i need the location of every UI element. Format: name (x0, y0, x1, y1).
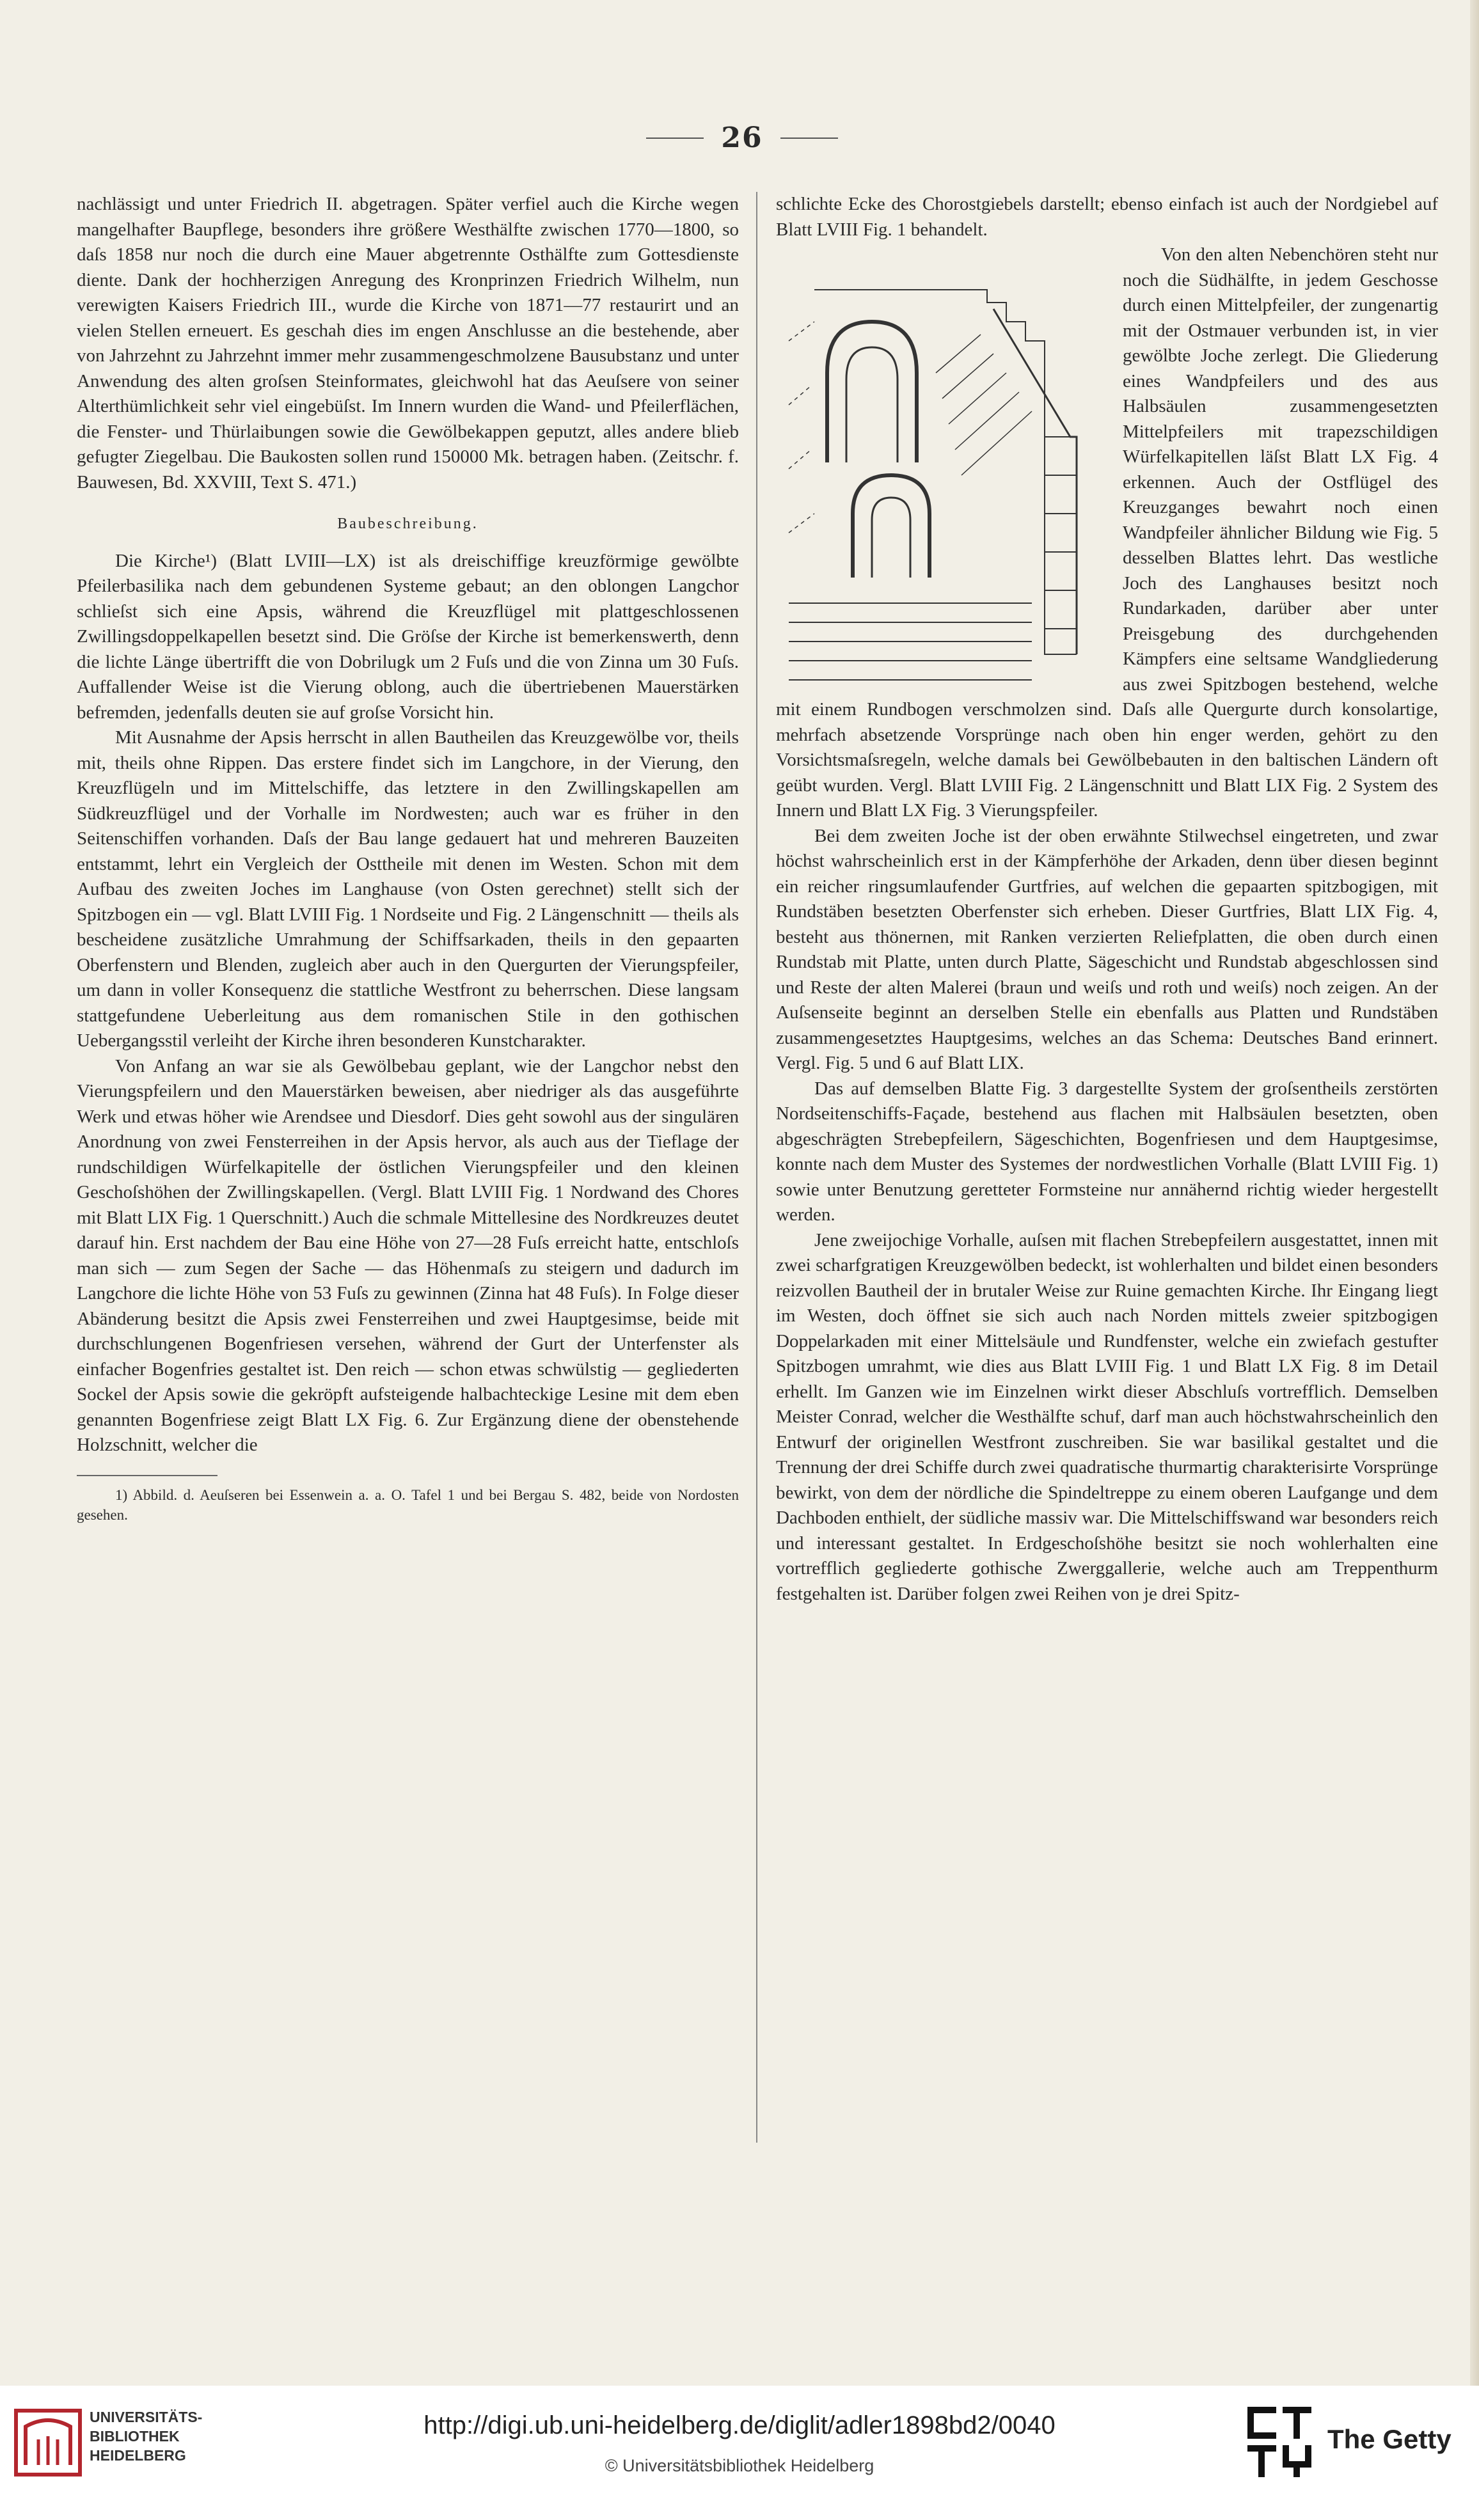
gable-corner-woodcut-icon (776, 245, 1109, 693)
gable-woodcut-figure (776, 245, 1109, 693)
left-column (77, 192, 739, 1525)
paragraph: Die Kirche¹) (Blatt LVIII—LX) ist als dreischiffige kreuzförmige gewölbte Pfeilerbasilika nach dem gebundenen Systeme gebaut; an den oblongen Langchor schlieſst sich eine Apsis, während die Kreuzflügel mit plattgeschlossenen Zwillingsdoppelkapellen besetzt sind. Die Gröſse der Kirche ist bemerkenswerth, denn die lichte Länge übertrifft die von Dobrilugk um 2 Fuſs und die von Zinna um 30 Fuſs. Auffallender Weise ist die Vierung oblong, auch die übertriebenen Mauerstärken befremden, jedenfalls deuten sie auf groſse Vorsicht hin. (77, 550, 739, 723)
library-name: UNIVERSITÄTS- BIBLIOTHEK HEIDELBERG (90, 2409, 203, 2464)
right-column (776, 192, 1438, 1607)
permalink[interactable]: http://digi.ub.uni-heidelberg.de/diglit/adler1898bd2/0040 (423, 2411, 1056, 2439)
copyright: © Universitätsbibliothek Heidelberg (605, 2456, 874, 2475)
paragraph: schlichte Ecke des Chorostgiebels darstellt; ebenso einfach ist auch der Nordgiebel auf Blatt LVIII Fig. 1 behandelt. (776, 194, 1438, 240)
page-edge (1470, 0, 1479, 2520)
footnote-rule (77, 1475, 217, 1476)
page-header (0, 122, 1479, 154)
paragraph: Das auf demselben Blatte Fig. 3 dargestellte System der groſsentheils zerstörten Nordseitenschiffs-Façade, bestehend aus flachen mit Halbsäulen besetzten, oben abgeschrägten Strebepfeilern, Sägeschichten, Bogenfriesen und dem Hauptgesimse, konnte nach dem Muster des Systemes der nordwestlichen Vorhalle (Blatt LVIII Fig. 1) sowie unter Benutzung geretteter Formsteine nur annähernd richtig wieder hergestellt werden. (776, 1078, 1438, 1225)
header-rule-right (780, 138, 838, 139)
paragraph: nachlässigt und unter Friedrich II. abgetragen. Später verfiel auch die Kirche wegen mangelhafter Baupflege, besonders ihre größere Westhälfte zwischen 1770—1800, so daſs 1858 nur noch die durch eine Mauer abgetrennte Osthälfte zum Gottesdienste diente. Dank der hochherzigen Anregung des Kronprinzen Friedrich Wilhelm, nun verewigten Kaisers Friedrich III., wurde die Kirche von 1871—77 restaurirt und an vielen Stellen erneuert. Es geschah dies im engen Anschlusse an die bestehende, aber von Jahrzehnt zu Jahrzehnt immer mehr zusammengeschmolzene Bausubstanz und unter Anwendung des alten groſsen Steinformates, gleichwohl hat das Aeuſsere von seiner Alterthümlichkeit sehr viel eingebüſst. Im Innern wurden die Wand- und Pfeilerflächen, die Fenster- und Thürlaibungen sowie die Gewölbekappen geputzt, alles andere blieb gefugter Ziegelbau. Die Baukosten sollen rund 150000 Mk. betragen haben. (Zeitschr. f. Bauwesen, Bd. XXVIII, Text S. 471.) (77, 194, 739, 492)
getty-logo-icon (1244, 2404, 1315, 2480)
paragraph: Jene zweijochige Vorhalle, auſsen mit flachen Strebepfeilern ausgestattet, innen mit zwei scharfgratigen Kreuzgewölben bedeckt, ist wohlerhalten und bildet einen besonders reizvollen Bautheil der in brutaler Weise zur Ruine gemachten Kirche. Ihr Eingang liegt im Westen, doch öffnet sie sich auch nach Norden mittels zweier spitzbogigen Doppelarkaden mit einer Mittelsäule und Rundfenster, welche ein zwiefach gestufter Spitzbogen umrahmt, wie dies aus Blatt LVIII Fig. 1 und Blatt LX Fig. 8 im Detail erhellt. Im Ganzen wie im Einzelnen wirkt dieser Abschluſs vortrefflich. Demselben Meister Conrad, welcher die Westhälfte schuf, darf man auch höchstwahrscheinlich den Entwurf der originellen Westfront zuschreiben. Sie war basilikal gestaltet und die Trennung der drei Schiffe durch zwei quadratische thurmartig charakterisirte Vorsprünge bewirkt, von dem der nördliche die Spindeltreppe zu einem oberen Laufgange und dem Dachboden enthielt, der südliche massiv war. Die Mittelschiffswand war besonders reich und interessant gestaltet. In Erdgeschoſshöhe besitzt sie noch wohlerhalten eine vortrefflich gegliederte gothische Zwerggallerie, welche auch am Treppenthurm festgehalten ist. Darüber folgen zwei Reihen von je drei Spitz- (776, 1229, 1438, 1604)
paragraph: Von Anfang an war sie als Gewölbebau geplant, wie der Langchor nebst den Vierungspfeilern und den Mauerstärken beweisen, aber niedriger als das ausgeführte Werk und etwas höher wie Arendsee und Diesdorf. Dies geht sowohl aus der singulären Anordnung von zwei Fensterreihen in der Apsis hervor, als auch aus der Tieflage der rundschildigen Würfelkapitelle der östlichen Vierungspfeiler und den kleinen Geschoſshöhen der Zwillingskapellen. (Vergl. Blatt LVIII Fig. 1 Nordwand des Chores mit Blatt LIX Fig. 1 Querschnitt.) Auch die schmale Mittellesine des Nordkreuzes deutet darauf hin. Erst nachdem der Bau eine Höhe von 27—28 Fuſs erreicht hatte, entschloſs man sich — zum Segen der Sache — das Höhenmaſs zu steigern und dadurch im Langchore die lichte Höhe von 53 Fuſs zu gewinnen (Zinna hat 48 Fuſs). In Folge dieser Abänderung besitzt die Apsis zwei Fensterreihen und zwei Hauptgesimse, beide mit durchschlungenen Bogenfriesen versehen, während der Gurt der Unterfenster als einfacher Bogenfries gestaltet ist. Den reich — schon etwas schwülstig — gegliederten Sockel der Apsis sowie die gekröpft aufsteigende halbachteckige Lesine mit dem eben genannten Bogenfriese zeigt Blatt LX Fig. 6. Zur Ergänzung diene der obenstehende Holzschnitt, welcher die (77, 1055, 739, 1455)
column-divider (756, 192, 757, 2143)
viewer-footer (0, 2386, 1479, 2520)
paragraph: Mit Ausnahme der Apsis herrscht in allen Bautheilen das Kreuzgewölbe vor, theils mit, theils ohne Rippen. Das erstere findet sich im Langchore, in der Vierung, den Kreuzflügeln und im Mittelschiffe, das letztere in den Zwillingskapellen am Südkreuzflügel und der Vorhalle im Nordwesten; auch war es früher in den Seitenschiffen vorhanden. Daſs der Bau lange gedauert hat und mehreren Bauzeiten entstammt, lehrt ein Vergleich der Osttheile mit denen im Westen. Schon mit dem Aufbau des zweiten Joches im Langhause (von Osten gerechnet) stellt sich der Spitzbogen ein — vgl. Blatt LVIII Fig. 1 Nordseite und Fig. 2 Längenschnitt — theils als bescheidene zusätzliche Umrahmung der Schiffsarkaden, theils in den gepaarten Oberfenstern und Blenden, zugleich aber auch in den Quergurten der Vierungspfeiler, um dann in voller Konsequenz die stattliche Westfront zu beherrschen. Diese langsam stattgefundene Ueberleitung aus dem romanischen Stile in den gothischen Uebergangsstil verleiht der Kirche ihren besonderen Kunstcharakter. (77, 727, 739, 1051)
header-rule-left (646, 138, 704, 139)
paragraph: Von den alten Nebenchören steht nur noch die Südhälfte, in jedem Geschosse durch einen Mittelpfeiler, der zungenartig mit der Ostmauer verbunden ist, in vier gewölbte Joche zerlegt. Die Gliederung eines Wandpfeilers und des aus Halbsäulen zusammengesetzten Mittelpfeilers mit trapezschildigen Würfelkapitellen läſst Blatt LX Fig. 4 erkennen. Auch der Ostflügel des Kreuzganges bewahrt noch einen Wandpfeiler ähnlicher Bildung wie Fig. 5 desselben Blattes lehrt. Das westliche Joch des Langhauses besitzt noch Rundarkaden, darüber aber unter Preisgebung des durchgehenden Kämpfers eine seltsame Wandgliederung aus zwei Spitzbogen bestehend, welche mit einem Rundbogen verschmolzen sind. Daſs alle Quergurte durch konsolartige, mehrfach absetzende Vorsprünge nach oben hin enger werden, gehört zu den Vorsichtsmaſsregeln, welche damals bei Gewölbebauten in den baltischen Ländern oft geübt wurden. Vergl. Blatt LVIII Fig. 2 Längenschnitt und Blatt LIX Fig. 2 System des Innern und Blatt LX Fig. 3 Vierungspfeiler. (776, 244, 1438, 821)
footnote: 1) Abbild. d. Aeuſseren bei Essenwein a. a. O. Tafel 1 und bei Bergau S. 482, beide von Nordosten gesehen. (77, 1486, 739, 1523)
paragraph: Bei dem zweiten Joche ist der oben erwähnte Stilwechsel eingetreten, und zwar höchst wahrscheinlich erst in der Kämpferhöhe der Arkaden, denn über diesen beginnt ein reicher ringsumlaufender Gurtfries, auf welchen die gepaarten spitzbogigen, mit Rundstäben besetzten Oberfenster sich erheben. Dieser Gurtfries, Blatt LIX Fig. 4, besteht aus thönernen, mit Ranken verzierten Reliefplatten, die oben durch einen Rundstab mit Platte, unten durch Platte, Sägeschicht und Rundstab abgeschlossen sind und Reste der alten Malerei (braun und weiſs und roth und weiſs) noch zeigen. An der Auſsenseite beginnt an derselben Stelle ein ebenfalls aus Platten und Rundstäben zusammengesetztes Hauptgesims, welches an das Schema: Deutsches Band erinnert. Vergl. Fig. 5 und 6 auf Blatt LIX. (776, 825, 1438, 1073)
page-number: 26 (721, 122, 763, 154)
section-heading: Baubeschreibung. (337, 516, 478, 532)
partner-name: The Getty (1327, 2424, 1451, 2454)
